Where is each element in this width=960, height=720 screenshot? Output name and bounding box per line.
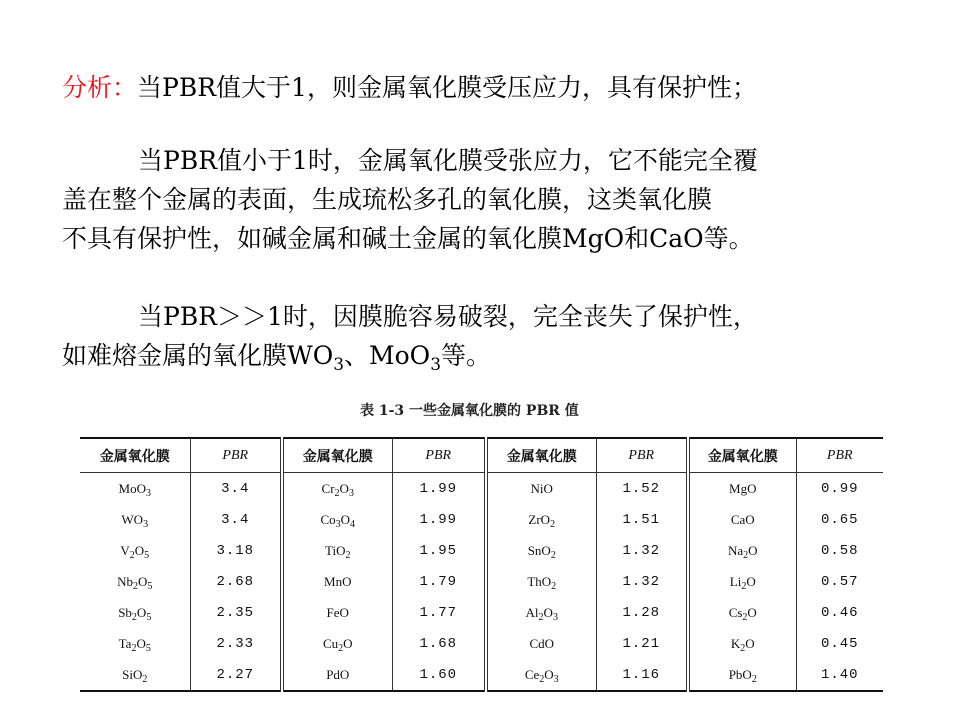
- formula-base: Ta: [118, 635, 132, 651]
- pbr-value-cell: 3.18: [190, 535, 282, 566]
- oxide-formula-cell: [282, 597, 392, 628]
- table-header-row: [80, 438, 883, 473]
- formula-base: Cu: [322, 635, 339, 651]
- formula-rest: O: [343, 635, 353, 651]
- formula-base: K: [730, 635, 741, 651]
- table-row: [80, 566, 883, 597]
- pbr-value-cell: 1.51: [596, 504, 688, 535]
- formula-sub: 3: [143, 518, 149, 530]
- pbr-value-cell: 0.46: [820, 604, 859, 621]
- pbr-value-cell: 2.35: [190, 597, 282, 628]
- pbr-value-cell: 1.28: [596, 597, 688, 628]
- formula-base: MoO: [118, 480, 146, 496]
- header-oxide-1: 金属氧化膜: [80, 438, 190, 473]
- formula-base: Co: [320, 511, 336, 527]
- pbr-table: [80, 437, 883, 692]
- pbr-value-cell: 3.4: [190, 473, 282, 505]
- pbr-value-cell: 1.21: [596, 628, 688, 659]
- formula-base: WO: [121, 511, 144, 527]
- pbr-value-cell: 0.57: [820, 573, 859, 590]
- formula-rest: O: [138, 573, 148, 589]
- oxide-formula-cell: [80, 566, 190, 597]
- paragraph-2-line-1: 当PBR值小于1时，金属氧化膜受张应力，它不能完全覆: [138, 146, 758, 175]
- formula-base: Nb: [117, 573, 133, 589]
- formula-sub2: 4: [350, 518, 356, 530]
- pbr-value-cell: 1.40: [820, 666, 859, 683]
- formula-sub: 2: [550, 549, 556, 561]
- p3-mid: 、MoO: [344, 341, 431, 370]
- p3-prefix: 如难熔金属的氧化膜WO: [62, 341, 334, 370]
- oxide-formula-cell: [282, 628, 392, 659]
- oxide-formula-cell: [80, 628, 190, 659]
- formula-sub: 2: [334, 487, 340, 499]
- analysis-label: 分析：: [62, 73, 138, 102]
- formula-sub: 2: [338, 642, 344, 654]
- table-row: [80, 659, 883, 691]
- formula-sub: 2: [742, 611, 748, 623]
- formula-rest: O: [136, 635, 146, 651]
- formula-rest: O: [544, 666, 554, 682]
- oxide-formula-cell: [486, 659, 596, 691]
- formula-sub: 2: [539, 673, 545, 685]
- paragraph-3-line-1: 当PBR＞＞1时，因膜脆容易破裂，完全丧失了保护性，: [138, 302, 758, 331]
- pbr-value-cell: 1.95: [392, 535, 486, 566]
- oxide-formula-cell: [486, 566, 596, 597]
- oxide-formula-cell: [688, 535, 796, 566]
- formula-sub: 3: [335, 518, 341, 530]
- formula-sub: 2: [740, 642, 746, 654]
- formula-rest: O: [340, 511, 351, 527]
- formula-base: Cr: [321, 480, 335, 496]
- pbr-value-cell: 1.99: [392, 504, 486, 535]
- formula-sub: 2: [743, 549, 749, 561]
- oxide-formula-cell: [486, 628, 596, 659]
- pbr-value-cell: 0.99: [820, 480, 859, 497]
- formula-base: FeO: [326, 604, 349, 620]
- formula-base: SnO: [527, 542, 551, 558]
- formula-rest: O: [136, 604, 147, 620]
- formula-base: Li: [729, 573, 742, 589]
- formula-base: Sb: [118, 604, 132, 620]
- table-row: [80, 504, 883, 535]
- header-oxide-4: 金属氧化膜: [688, 438, 796, 473]
- table-caption-text: 表 1-3 一些金属氧化膜的 PBR 值: [360, 403, 579, 419]
- formula-rest: O: [339, 480, 349, 496]
- oxide-formula-cell: [688, 659, 796, 691]
- formula-sub: 3: [145, 487, 151, 499]
- oxide-formula-cell: [282, 504, 392, 535]
- pbr-value-cell: 2.27: [190, 659, 282, 691]
- pbr-value-cell: 1.60: [392, 659, 486, 691]
- header-pbr-1: PBR: [190, 438, 282, 473]
- header-pbr-3: PBR: [596, 438, 688, 473]
- formula-sub2: 5: [144, 549, 150, 561]
- formula-rest: O: [747, 604, 757, 620]
- table-row: [80, 597, 883, 628]
- formula-sub: 2: [131, 642, 137, 654]
- pbr-value-cell: 1.79: [392, 566, 486, 597]
- oxide-formula-cell: [688, 473, 796, 505]
- pbr-value-cell: 0.58: [820, 542, 859, 559]
- table-row: [80, 628, 883, 659]
- oxide-formula-cell: [282, 535, 392, 566]
- oxide-formula-cell: [80, 535, 190, 566]
- formula-sub2: 5: [146, 611, 152, 623]
- formula-base: NiO: [530, 480, 553, 496]
- formula-rest: O: [748, 542, 758, 558]
- formula-base: TiO: [325, 542, 346, 558]
- formula-sub2: 3: [552, 611, 558, 623]
- formula-sub2: 3: [348, 487, 354, 499]
- oxide-formula-cell: [282, 659, 392, 691]
- pbr-value-cell: 1.68: [392, 628, 486, 659]
- formula-rest: O: [134, 542, 145, 558]
- formula-base: ThO: [527, 573, 552, 589]
- paragraph-2-line-2: 盖在整个金属的表面，生成琉松多孔的氧化膜，这类氧化膜: [62, 185, 713, 214]
- analysis-line-1-text: 当PBR值大于1，则金属氧化膜受压应力，具有保护性；: [137, 73, 757, 102]
- formula-sub: 2: [551, 580, 557, 592]
- analysis-line-1: [62, 73, 757, 103]
- pbr-value-cell: 1.52: [596, 473, 688, 505]
- formula-base: Al: [525, 604, 539, 620]
- oxide-formula-cell: [486, 473, 596, 505]
- oxide-formula-cell: [688, 597, 796, 628]
- oxide-formula-cell: [486, 504, 596, 535]
- pbr-value-cell: 1.99: [392, 473, 486, 505]
- formula-base: CdO: [529, 635, 555, 651]
- oxide-formula-cell: [282, 566, 392, 597]
- paragraph-2-line-3: 不具有保护性，如碱金属和碱土金属的氧化膜MgO和CaO等。: [62, 224, 754, 253]
- oxide-formula-cell: [688, 628, 796, 659]
- formula-rest: O: [745, 635, 755, 651]
- header-oxide-3: 金属氧化膜: [486, 438, 596, 473]
- oxide-formula-cell: [688, 504, 796, 535]
- oxide-formula-cell: [486, 597, 596, 628]
- formula-sub: 2: [345, 549, 351, 561]
- oxide-formula-cell: [80, 504, 190, 535]
- table-body: [80, 473, 883, 692]
- formula-base: CaO: [730, 511, 755, 527]
- formula-base: PbO: [728, 666, 752, 682]
- formula-sub: 2: [142, 673, 148, 685]
- oxide-formula-cell: [80, 659, 190, 691]
- formula-sub: 2: [131, 611, 137, 623]
- oxide-formula-cell: [486, 535, 596, 566]
- pbr-value-cell: 2.68: [190, 566, 282, 597]
- formula-sub2: 3: [553, 673, 559, 685]
- p3-sub2: 3: [430, 355, 442, 375]
- formula-sub: 2: [741, 580, 747, 592]
- oxide-formula-cell: [80, 597, 190, 628]
- formula-base: Ce: [524, 666, 540, 682]
- pbr-value-cell: 0.65: [820, 511, 859, 528]
- formula-sub: 2: [538, 611, 544, 623]
- pbr-value-cell: 2.33: [190, 628, 282, 659]
- pbr-value-cell: 1.77: [392, 597, 486, 628]
- formula-base: MnO: [324, 573, 352, 589]
- pbr-value-cell: 3.4: [190, 504, 282, 535]
- oxide-formula-cell: [688, 566, 796, 597]
- pbr-value-cell: 1.32: [596, 566, 688, 597]
- formula-base: V: [120, 542, 130, 558]
- table-caption: [360, 403, 620, 428]
- formula-base: SiO: [122, 666, 143, 682]
- table-row: [80, 473, 883, 505]
- p3-sub1: 3: [333, 355, 345, 375]
- formula-rest: O: [746, 573, 756, 589]
- formula-sub2: 5: [145, 642, 151, 654]
- pbr-value-cell: 1.16: [596, 659, 688, 691]
- table-row: [80, 535, 883, 566]
- formula-sub: 2: [133, 580, 138, 592]
- formula-sub: 2: [129, 549, 135, 561]
- p3-suffix: 等。: [441, 341, 492, 370]
- formula-base: PdO: [326, 666, 350, 682]
- formula-base: MgO: [729, 480, 757, 496]
- header-pbr-4: PBR: [826, 447, 853, 463]
- pbr-table-container: [80, 437, 883, 692]
- paragraph-3-line-2: [62, 341, 492, 375]
- formula-base: Na: [727, 542, 744, 558]
- pbr-value-cell: 0.45: [820, 635, 859, 652]
- oxide-formula-cell: [80, 473, 190, 505]
- pbr-value-cell: 1.32: [596, 535, 688, 566]
- formula-rest: O: [543, 604, 553, 620]
- formula-sub2: 5: [147, 580, 153, 592]
- oxide-formula-cell: [282, 473, 392, 505]
- header-pbr-2: PBR: [392, 438, 486, 473]
- formula-sub: 2: [550, 518, 556, 530]
- formula-base: Cs: [728, 604, 743, 620]
- formula-base: ZrO: [528, 511, 551, 527]
- formula-sub: 2: [751, 673, 757, 685]
- header-oxide-2: 金属氧化膜: [282, 438, 392, 473]
